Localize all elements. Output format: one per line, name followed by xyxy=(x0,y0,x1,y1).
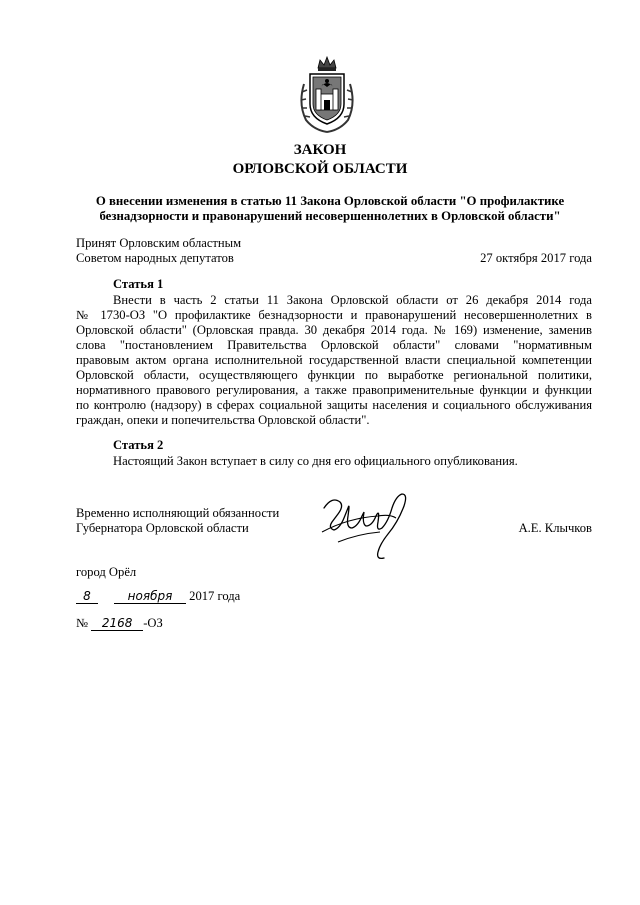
adoption-line-2: Советом народных депутатов xyxy=(76,251,234,265)
law-number xyxy=(76,616,163,631)
adoption-date: 27 октября 2017 года xyxy=(480,251,592,265)
subtitle-line-2: безнадзорности и правонарушений несовершеннолетних в Орловской области" xyxy=(99,209,561,223)
document-title-region: ОРЛОВСКОЙ ОБЛАСТИ xyxy=(232,161,408,177)
article-2-heading: Статья 2 xyxy=(113,438,164,452)
signatory-position-2: Губернатора Орловской области xyxy=(76,521,249,535)
signatory-name: А.Е. Клычков xyxy=(518,521,592,535)
city: город Орёл xyxy=(76,565,137,579)
date-day: 8 xyxy=(76,590,98,604)
article-1-line: граждан, опеки и попечительства Орловской области". xyxy=(76,413,370,427)
signing-date xyxy=(76,589,240,604)
signatory-position-1: Временно исполняющий обязанности xyxy=(76,506,280,520)
article-1-line: № 1730-ОЗ "О профилактике безнадзорности и правонарушений несовершеннолетних в xyxy=(76,308,592,322)
date-month: ноября xyxy=(114,590,186,604)
number-sign: № xyxy=(76,616,89,630)
number-suffix: -ОЗ xyxy=(143,616,163,630)
number-value: 2168 xyxy=(91,617,143,631)
article-1-heading: Статья 1 xyxy=(113,277,164,291)
adoption-line-1: Принят Орловским областным xyxy=(76,236,242,250)
subtitle-line-1: О внесении изменения в статью 11 Закона Орловской области "О профилактике xyxy=(95,194,565,208)
article-1-line: Орловской области" (Орловская правда. 30 декабря 2014 года. № 169) изменение, заменив xyxy=(76,323,592,337)
article-1-line: по контролю (надзору) в сферах социальной защиты населения и социального обслуживания xyxy=(76,398,592,412)
article-1-line: правовым актом органа исполнительной государственной власти специальной компетенции xyxy=(76,353,592,367)
article-1-line: слова "постановлением Правительства Орловской области" словами "нормативным xyxy=(76,338,592,352)
article-2-text: Настоящий Закон вступает в силу со дня его официального опубликования. xyxy=(113,454,518,468)
signature-icon xyxy=(318,488,414,566)
article-1-line: Орловской области, осуществляющего функции по выработке региональной политики, xyxy=(76,368,592,382)
document-title: ЗАКОН xyxy=(293,142,347,158)
date-year: 2017 года xyxy=(189,589,241,603)
article-1-line: нормативного правового регулирования, а также правоприменительные функции и функции xyxy=(76,383,592,397)
coat-of-arms-icon xyxy=(296,54,358,134)
article-1-line: Внести в часть 2 статьи 11 Закона Орловской области от 26 декабря 2014 года xyxy=(113,293,592,307)
